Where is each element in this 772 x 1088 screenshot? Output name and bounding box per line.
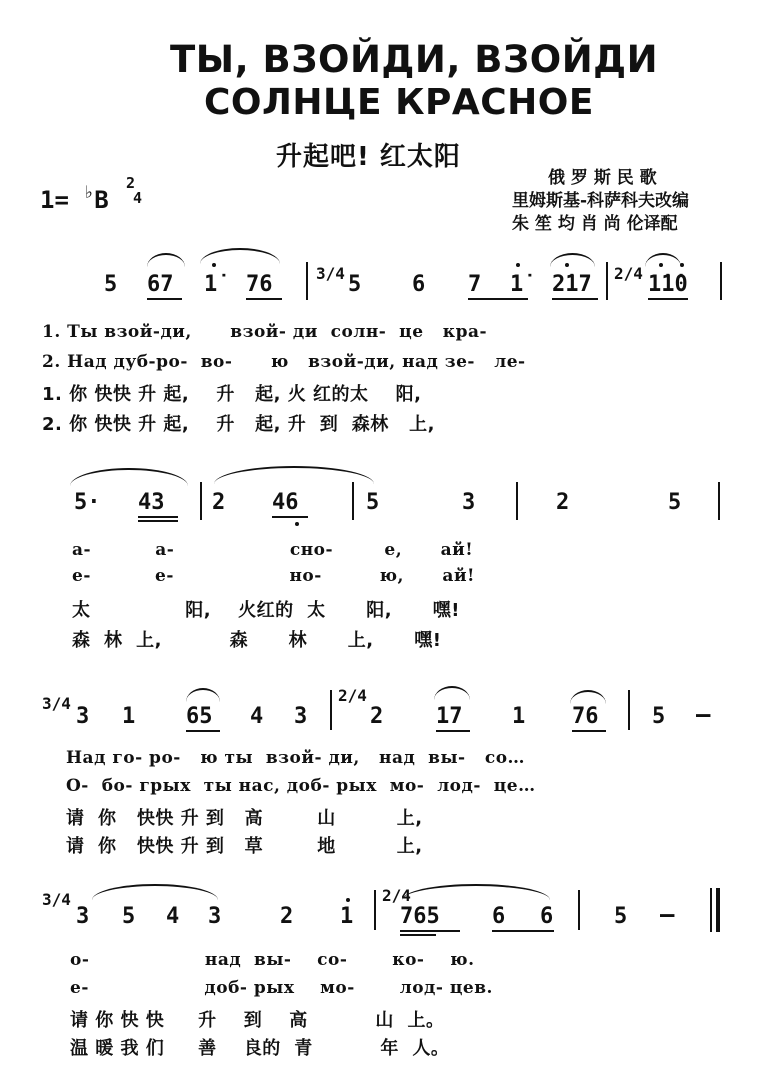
note: 6 [540,904,554,929]
time-signature [126,176,142,206]
note: 43 [138,490,165,515]
note: 4 [166,904,180,929]
title-chinese: 升起吧! 红太阳 [276,142,461,172]
note: 2 [370,704,384,729]
note: 5 [122,904,136,929]
time-change: 3/4 [316,264,345,283]
note: 46 [272,490,299,515]
note: 2 [280,904,294,929]
credit-arranger: 里姆斯基-科萨科夫改编 [512,191,690,211]
note: 5· [74,490,101,515]
lyric-line: е- е- но- ю, ай! [72,566,476,586]
lyric-line: 温 暖 我 们 善 良的 青 年 人。 [70,1038,450,1059]
note: 1 [340,904,354,929]
lyric-line: е- доб- рых мо- лод- цев. [70,978,493,998]
note: 17 [436,704,463,729]
time-change: 3/4 [42,694,71,713]
note: 2 [556,490,570,515]
note: 6 [412,272,426,297]
credit-origin: 俄 罗 斯 民 歌 [548,168,657,188]
lyric-line: о- над вы- со- ко- ю. [70,950,475,970]
credit-translators: 朱 笙 均 肖 尚 伦译配 [512,214,678,234]
lyric-line: а- а- сно- е, ай! [72,540,474,560]
time-top: 2 [126,174,136,192]
note: 5 [652,704,666,729]
note: 67 [147,272,174,297]
time-change: 2/4 [382,886,411,905]
note: 65 [186,704,213,729]
note: 5 [668,490,682,515]
note: 76 [572,704,599,729]
lyric-line: 森 林 上, 森 林 上, 嘿! [72,630,442,651]
lyric-line: 2. 你 快快 升 起, 升 起, 升 到 森林 上, [42,414,435,435]
time-change: 2/4 [338,686,367,705]
lyric-line: 1. 你 快快 升 起, 升 起, 火 红的太 阳, [42,384,422,405]
note: 5 [104,272,118,297]
note: 3 [208,904,222,929]
note: 2 [212,490,226,515]
title-russian-line2: СОЛНЦЕ КРАСНОЕ [204,82,594,123]
note: 6 [492,904,506,929]
note: 7 [468,272,482,297]
note: 76 [246,272,273,297]
time-change: 2/4 [614,264,643,283]
note: 1 [122,704,136,729]
lyric-line: Над го- ро- ю ты взой- ди, над вы- со… [66,748,526,768]
note: 765 [400,904,440,929]
note: 5 [348,272,362,297]
lyric-line: 1. Ты взой-ди, взой- ди солн- це кра- [42,322,488,342]
time-bottom: 4 [133,189,143,207]
note: 1̇1̇0 [648,272,688,297]
note: 3 [462,490,476,515]
key-note: B [94,186,109,214]
note: 1 [512,704,526,729]
note: 1̇ [204,272,218,297]
note: 5 [614,904,628,929]
note: 4 [250,704,264,729]
note: 3 [76,704,90,729]
note: 5 [366,490,380,515]
lyric-line: 请 你 快快 升 到 高 山 上, [66,808,423,829]
lyric-line: 请 你 快快 升 到 草 地 上, [66,836,423,857]
title-russian-line1: ТЫ, ВЗОЙДИ, ВЗОЙДИ [170,38,659,81]
note: 2̇17 [552,272,592,297]
time-change: 3/4 [42,890,71,909]
sustain-dash: — [696,700,711,728]
sustain-dash: — [660,900,675,928]
note: 3 [76,904,90,929]
key-label: 1= [40,186,69,214]
flat-symbol: ♭ [83,182,95,203]
lyric-line: 请 你 快 快 升 到 高 山 上。 [70,1010,445,1031]
lyric-line: 2. Над дуб-ро- во- ю взой-ди, над зе- ле- [42,352,526,372]
lyric-line: О- бо- грых ты нас, доб- рых мо- лод- це… [66,776,536,796]
lyric-line: 太 阳, 火红的 太 阳, 嘿! [72,600,460,621]
note: 3 [294,704,308,729]
key-signature [40,182,109,214]
note: 1̇ [510,272,524,297]
